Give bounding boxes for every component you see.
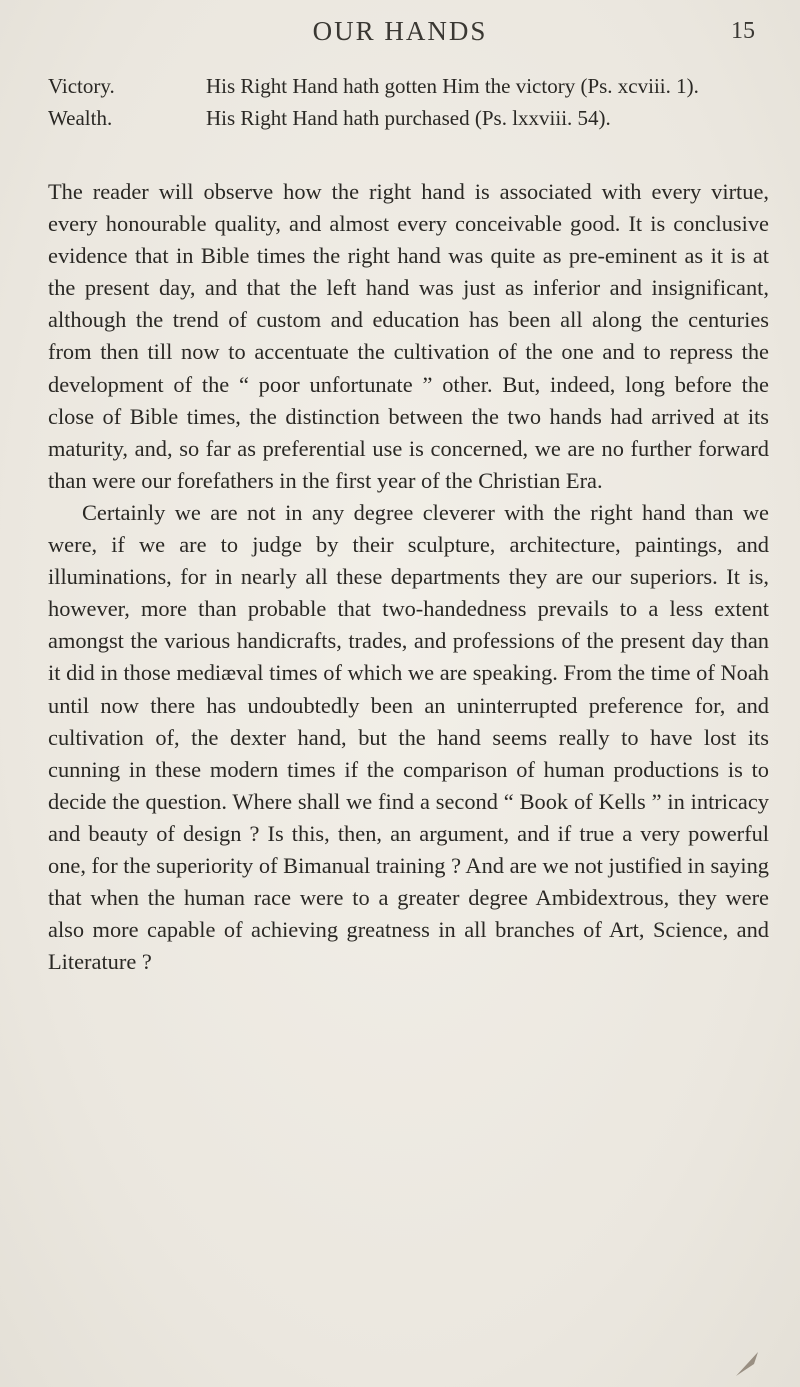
pen-mark-icon: [732, 1348, 762, 1378]
entry-term: Wealth.: [48, 106, 113, 130]
page-number: 15: [731, 18, 755, 44]
paragraph: The reader will observe how the right hand is associated with every virtue, every honourable quality, and almost every conceivable good. It is conclusive evidence that in Bible times the right hand was quite as pre-eminent as it is at the present day, and that the left hand was just as inferior and insignificant, although the trend of custom and education has been all along the centuries from then till now to accentuate the cultivation of the one and to repress the development of the “ poor unfortunate ” other. But, indeed, long before the close of Bible times, the distinction between the two hands had arrived at its maturity, and, so far as preferential use is concerned, we are no further forward than were our forefathers in the first year of the Christian Era.: [48, 179, 769, 493]
entry-victory: [48, 70, 768, 102]
hand-attribute-list: [48, 70, 768, 134]
body-text: [48, 176, 769, 978]
entry-definition: His Right Hand hath purchased (Ps. lxxviii. 54).: [206, 106, 611, 130]
running-head: [0, 16, 800, 56]
running-title: OUR HANDS: [312, 16, 488, 46]
entry-wealth: [48, 102, 768, 134]
entry-term: Victory.: [48, 74, 115, 98]
paragraph: Certainly we are not in any degree cleverer with the right hand than we were, if we are to judge by their sculpture, architecture, paintings, and illuminations, for in nearly all these departments they are our superiors. It is, however, more than probable that two-handedness prevails to a less extent amongst the various handicrafts, trades, and professions of the present day than it did in those mediæval times of which we are speaking. From the time of Noah until now there has undoubtedly been an uninterrupted preference for, and cultivation of, the dexter hand, but the hand seems really to have lost its cunning in these modern times if the comparison of human productions is to decide the question. Where shall we find a second “ Book of Kells ” in intricacy and beauty of design ? Is this, then, an argument, and if true a very powerful one, for the superiority of Bimanual training ? And are we not justified in saying that when the human race were to a greater degree Ambidextrous, they were also more capable of achieving greatness in all branches of Art, Science, and Literature ?: [48, 499, 769, 975]
entry-definition: His Right Hand hath gotten Him the victory (Ps. xcviii. 1).: [206, 74, 699, 98]
